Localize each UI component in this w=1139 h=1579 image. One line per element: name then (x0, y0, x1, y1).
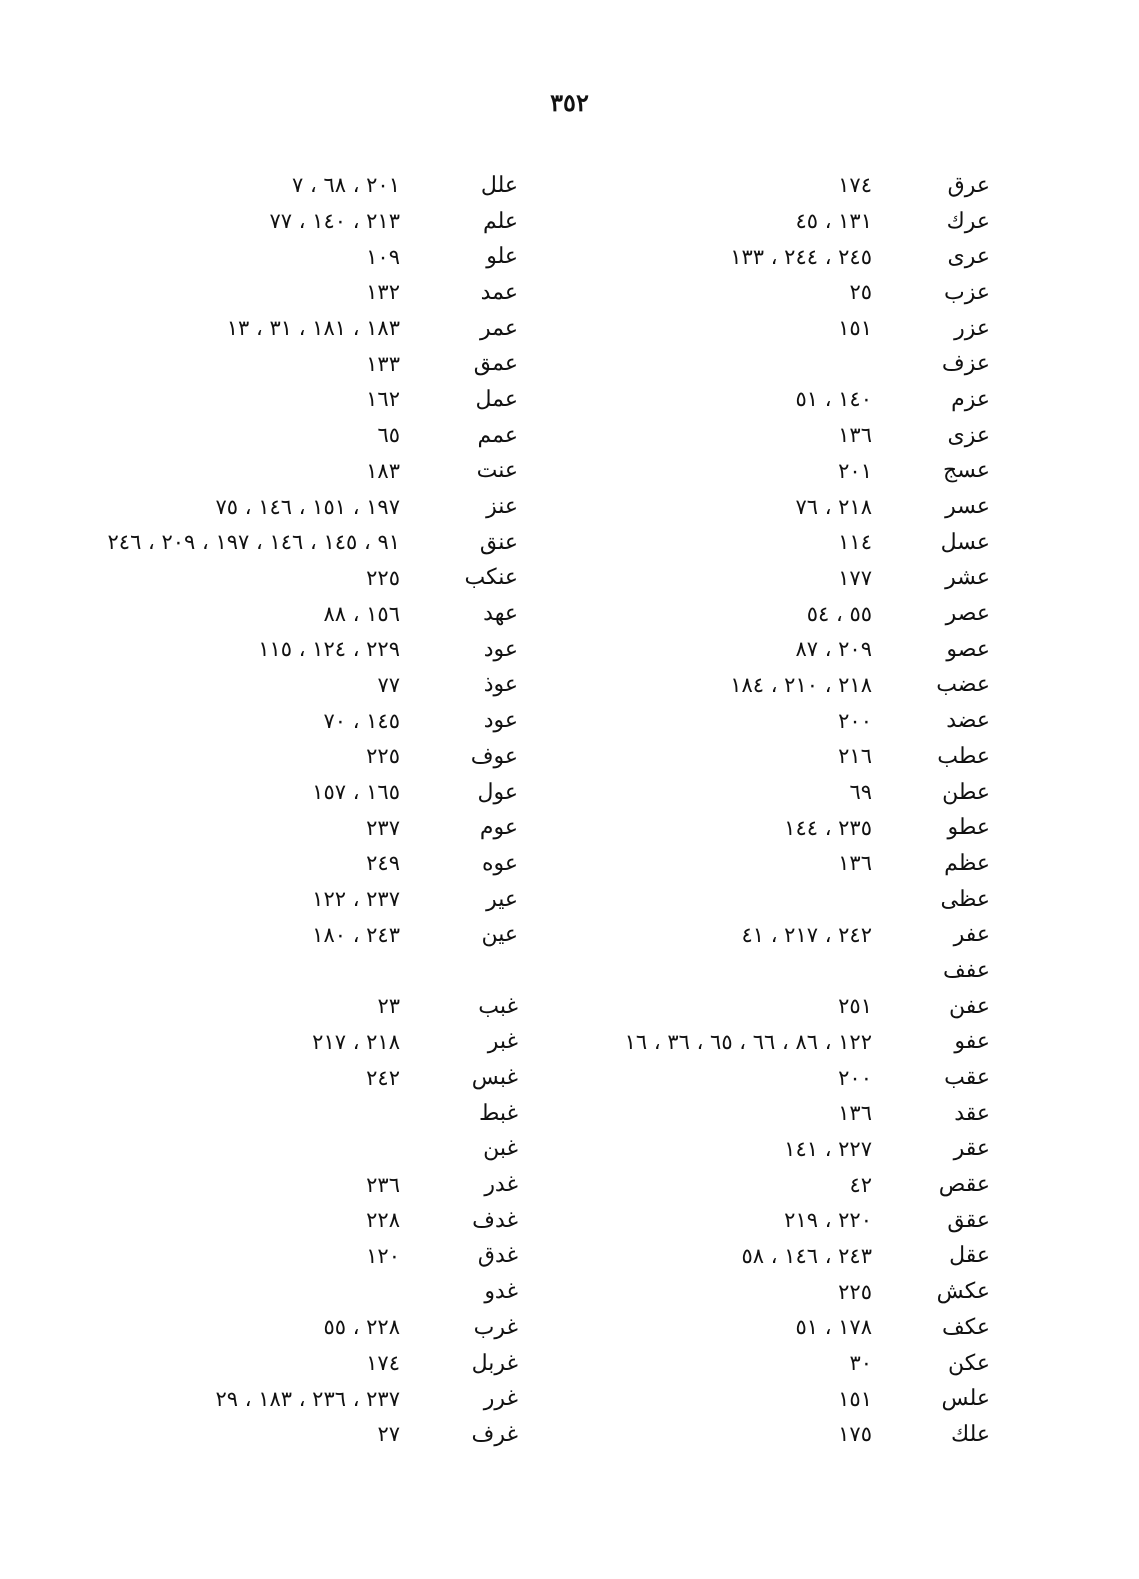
index-group-ghain (118, 989, 518, 1453)
entry-pages: ٢٣٧ ، ١٢٢ (312, 887, 400, 912)
entry-pages: ١٣١ ، ٤٥ (795, 209, 872, 234)
index-column-right (580, 168, 990, 1453)
index-entry (580, 1346, 990, 1382)
entry-root: عنكب (464, 565, 518, 591)
index-entry (118, 204, 518, 240)
index-entry (118, 489, 518, 525)
index-entry (118, 703, 518, 739)
entry-root: عضد (946, 708, 990, 734)
entry-pages: ٢٢٠ ، ٢١٩ (784, 1208, 872, 1233)
index-entry (118, 1310, 518, 1346)
entry-root: علو (486, 244, 518, 270)
entry-root: عزى (947, 422, 990, 448)
index-entry (118, 632, 518, 668)
index-entry (580, 1417, 990, 1453)
index-entry (118, 1239, 518, 1275)
entry-pages: ٢١٨ ، ٢١٧ (312, 1029, 400, 1054)
entry-pages: ٢٤٥ ، ٢٤٤ ، ١٣٣ (730, 244, 872, 269)
index-entry (118, 382, 518, 418)
entry-pages: ٢١٦ (838, 744, 872, 769)
index-entry (580, 1203, 990, 1239)
entry-pages: ١٧٤ (838, 173, 872, 198)
entry-root: عود (483, 708, 518, 734)
index-entry (118, 1274, 518, 1310)
entry-root: عود (483, 636, 518, 662)
entry-root: غبب (478, 993, 518, 1019)
entry-root: عصر (945, 601, 990, 627)
entry-root: غربل (471, 1350, 518, 1376)
index-entry (580, 239, 990, 275)
index-entry (118, 168, 518, 204)
index-entry (580, 775, 990, 811)
entry-pages: ٢٤٢ ، ٢١٧ ، ٤١ (741, 922, 872, 947)
entry-pages: ١٨٣ (366, 458, 400, 483)
entry-root: غدق (477, 1243, 518, 1269)
entry-root: علس (941, 1386, 990, 1412)
entry-pages: ١٣٢ (366, 280, 400, 305)
entry-pages: ٢٢٨ ، ٥٥ (323, 1315, 400, 1340)
entry-pages: ٦٩ (849, 780, 872, 805)
entry-root: عقر (953, 1136, 990, 1162)
entry-root: عفف (942, 957, 990, 983)
index-entry (580, 703, 990, 739)
index-entry (118, 989, 518, 1025)
entry-pages: ٢٢٧ ، ١٤١ (784, 1136, 872, 1161)
entry-pages: ٢٤٣ ، ١٨٠ (312, 922, 400, 947)
index-entry (580, 1274, 990, 1310)
index-entry (118, 1025, 518, 1061)
entry-pages: ٢٢٥ (366, 565, 400, 590)
index-entry (580, 668, 990, 704)
index-entry (118, 1417, 518, 1453)
index-entry (580, 917, 990, 953)
entry-pages: ٢٥١ (838, 994, 872, 1019)
entry-pages: ١٢٠ (366, 1243, 400, 1268)
index-entry (580, 382, 990, 418)
index-entry (118, 810, 518, 846)
entry-root: عفر (953, 922, 990, 948)
index-entry (580, 739, 990, 775)
entry-root: عزب (944, 279, 990, 305)
entry-root: عير (486, 886, 518, 912)
entry-root: علل (480, 172, 518, 198)
index-entry (580, 1167, 990, 1203)
entry-root: غرف (471, 1421, 518, 1447)
index-entry (118, 346, 518, 382)
entry-pages: ٢٤٩ (366, 851, 400, 876)
entry-pages: ٢٠١ (838, 458, 872, 483)
entry-root: غدر (484, 1172, 518, 1198)
entry-root: عوذ (483, 672, 518, 698)
index-entry (580, 953, 990, 989)
index-entry (580, 311, 990, 347)
index-entry (580, 1060, 990, 1096)
entry-root: غبس (471, 1065, 518, 1091)
index-entry (580, 846, 990, 882)
entry-root: عزف (941, 351, 990, 377)
entry-pages: ٣٠ (849, 1351, 872, 1376)
index-entry (118, 1132, 518, 1168)
entry-pages: ١٣٦ (838, 851, 872, 876)
entry-root: عمر (480, 315, 518, 341)
index-entry (580, 1239, 990, 1275)
entry-root: غبط (478, 1100, 518, 1126)
entry-pages: ٢٠٠ (838, 708, 872, 733)
index-entry (580, 1310, 990, 1346)
index-entry (580, 346, 990, 382)
entry-root: عظى (940, 886, 990, 912)
entry-pages: ٢٢٨ (366, 1208, 400, 1233)
entry-root: غدف (472, 1207, 518, 1233)
index-entry (580, 1096, 990, 1132)
entry-root: عنت (476, 458, 518, 484)
index-entry (118, 561, 518, 597)
entry-pages: ١٣٣ (366, 351, 400, 376)
index-entry (118, 1060, 518, 1096)
index-entry (107, 525, 518, 561)
entry-pages: ٢٢٩ ، ١٢٤ ، ١١٥ (258, 637, 400, 662)
index-entry (118, 1167, 518, 1203)
entry-pages: ٩١ ، ١٤٥ ، ١٤٦ ، ١٩٧ ، ٢٠٩ ، ٢٤٦ (107, 530, 400, 555)
entry-pages: ٢٣٥ ، ١٤٤ (784, 815, 872, 840)
entry-root: عقل (949, 1243, 990, 1269)
entry-root: عقق (947, 1207, 990, 1233)
entry-pages: ٢٤٢ (366, 1065, 400, 1090)
entry-root: عول (477, 779, 518, 805)
index-entry (118, 846, 518, 882)
index-entry (580, 275, 990, 311)
entry-pages: ٢٤٣ ، ١٤٦ ، ٥٨ (741, 1243, 872, 1268)
entry-root: عفن (948, 993, 990, 1019)
entry-root: عزم (951, 386, 990, 412)
index-entry (118, 1346, 518, 1382)
entry-root: عنق (479, 529, 518, 555)
entry-pages: ٢٢٥ (366, 744, 400, 769)
entry-pages: ٧٧ (377, 672, 400, 697)
entry-root: غبر (487, 1029, 518, 1055)
entry-root: عمل (475, 386, 518, 412)
index-entry (580, 525, 990, 561)
entry-root: عوف (470, 743, 518, 769)
entry-pages: ١٢٢ ، ٨٦ ، ٦٦ ، ٦٥ ، ٣٦ ، ١٦ (624, 1029, 872, 1054)
entry-pages: ١٣٦ (838, 1101, 872, 1126)
index-entry (580, 168, 990, 204)
entry-root: عمد (480, 279, 518, 305)
entry-pages: ١٧٤ (366, 1351, 400, 1376)
entry-root: عقد (954, 1100, 990, 1126)
entry-pages: ٢١٨ ، ٢١٠ ، ١٨٤ (730, 672, 872, 697)
entry-root: عكف (941, 1314, 990, 1340)
entry-pages: ١٧٥ (838, 1422, 872, 1447)
index-entry (580, 1132, 990, 1168)
index-entry (118, 1096, 518, 1132)
entry-root: علم (482, 208, 518, 234)
entry-pages: ١٦٥ ، ١٥٧ (312, 780, 400, 805)
entry-root: عمق (473, 351, 518, 377)
index-entry (580, 561, 990, 597)
entry-root: عكن (947, 1350, 990, 1376)
index-entry (118, 1203, 518, 1239)
entry-root: عهد (483, 601, 518, 627)
entry-root: علك (951, 1421, 990, 1447)
entry-root: عطب (937, 743, 990, 769)
entry-root: عظم (944, 850, 990, 876)
index-entry (118, 311, 518, 347)
entry-root: عوه (481, 850, 518, 876)
entry-root: عرك (946, 208, 990, 234)
entry-root: عسل (940, 529, 990, 555)
index-entry (580, 632, 990, 668)
entry-pages: ٢١٨ ، ٧٦ (795, 494, 872, 519)
entry-root: عقص (938, 1172, 990, 1198)
entry-pages: ١٩٧ ، ١٥١ ، ١٤٦ ، ٧٥ (215, 494, 400, 519)
entry-pages: ٢٢٥ (838, 1279, 872, 1304)
entry-pages: ١٥٦ ، ٨٨ (323, 601, 400, 626)
entry-root: عرق (947, 172, 990, 198)
entry-root: عكش (936, 1279, 990, 1305)
entry-root: عشر (945, 565, 990, 591)
entry-pages: ٥٥ ، ٥٤ (806, 601, 872, 626)
entry-pages: ١٠٩ (366, 244, 400, 269)
index-entry (118, 239, 518, 275)
entry-root: عين (481, 922, 518, 948)
index-entry (118, 668, 518, 704)
entry-pages: ٢١٣ ، ١٤٠ ، ٧٧ (269, 209, 400, 234)
entry-root: عنز (486, 494, 518, 520)
entry-root: عوم (479, 815, 518, 841)
entry-pages: ١١٤ (838, 530, 872, 555)
entry-root: عضب (936, 672, 990, 698)
entry-pages: ١٧٨ ، ٥١ (795, 1315, 872, 1340)
index-entry (580, 810, 990, 846)
entry-root: عسج (943, 458, 990, 484)
entry-root: غبن (483, 1136, 518, 1162)
entry-root: عرى (947, 244, 990, 270)
entry-root: غدو (484, 1279, 518, 1305)
entry-pages: ٤٢ (849, 1172, 872, 1197)
entry-pages: ١٦٢ (366, 387, 400, 412)
entry-root: غرب (473, 1314, 518, 1340)
entry-pages: ٢٣٧ ، ٢٣٦ ، ١٨٣ ، ٢٩ (215, 1386, 400, 1411)
group-separator (118, 953, 518, 989)
index-entry (580, 454, 990, 490)
index-entry (580, 489, 990, 525)
index-entry (580, 204, 990, 240)
entry-root: عمم (477, 422, 518, 448)
index-entry (580, 882, 990, 918)
entry-pages: ١٧٧ (838, 565, 872, 590)
index-column-left (107, 168, 518, 1453)
entry-pages: ١٥١ (838, 1386, 872, 1411)
index-entry (118, 917, 518, 953)
entry-root: عطو (947, 815, 990, 841)
entry-root: عصو (946, 636, 990, 662)
entry-root: عزر (954, 315, 990, 341)
index-group-ain (107, 168, 518, 953)
index-entry (118, 882, 518, 918)
index-entry (118, 418, 518, 454)
entry-pages: ٢٥ (849, 280, 872, 305)
index-entry (118, 275, 518, 311)
entry-pages: ٢٧ (377, 1422, 400, 1447)
index-entry (580, 418, 990, 454)
index-entry (118, 1381, 518, 1417)
entry-pages: ١٣٦ (838, 423, 872, 448)
entry-root: غرر (483, 1386, 518, 1412)
entry-pages: ١٨٣ ، ١٨١ ، ٣١ ، ١٣ (226, 316, 400, 341)
index-entry (118, 454, 518, 490)
entry-pages: ٢٣٧ (366, 815, 400, 840)
index-entry (580, 1381, 990, 1417)
entry-pages: ١٤٠ ، ٥١ (795, 387, 872, 412)
entry-pages: ٢٠٠ (838, 1065, 872, 1090)
index-entry (580, 596, 990, 632)
entry-pages: ٢٣ (377, 994, 400, 1019)
entry-pages: ٢٣٦ (366, 1172, 400, 1197)
entry-pages: ١٤٥ ، ٧٠ (323, 708, 400, 733)
entry-root: عقب (944, 1065, 990, 1091)
index-entry (580, 1025, 990, 1061)
entry-pages: ٦٥ (377, 423, 400, 448)
entry-pages: ٢٠٩ ، ٨٧ (795, 637, 872, 662)
index-entry (580, 989, 990, 1025)
index-entry (118, 596, 518, 632)
entry-root: عسر (945, 494, 990, 520)
entry-root: عفو (954, 1029, 990, 1055)
index-entry (118, 739, 518, 775)
entry-root: عطن (942, 779, 990, 805)
index-entry (118, 775, 518, 811)
page-number: ٣٥٢ (550, 88, 589, 117)
entry-pages: ٢٠١ ، ٦٨ ، ٧ (292, 173, 400, 198)
entry-pages: ١٥١ (838, 316, 872, 341)
